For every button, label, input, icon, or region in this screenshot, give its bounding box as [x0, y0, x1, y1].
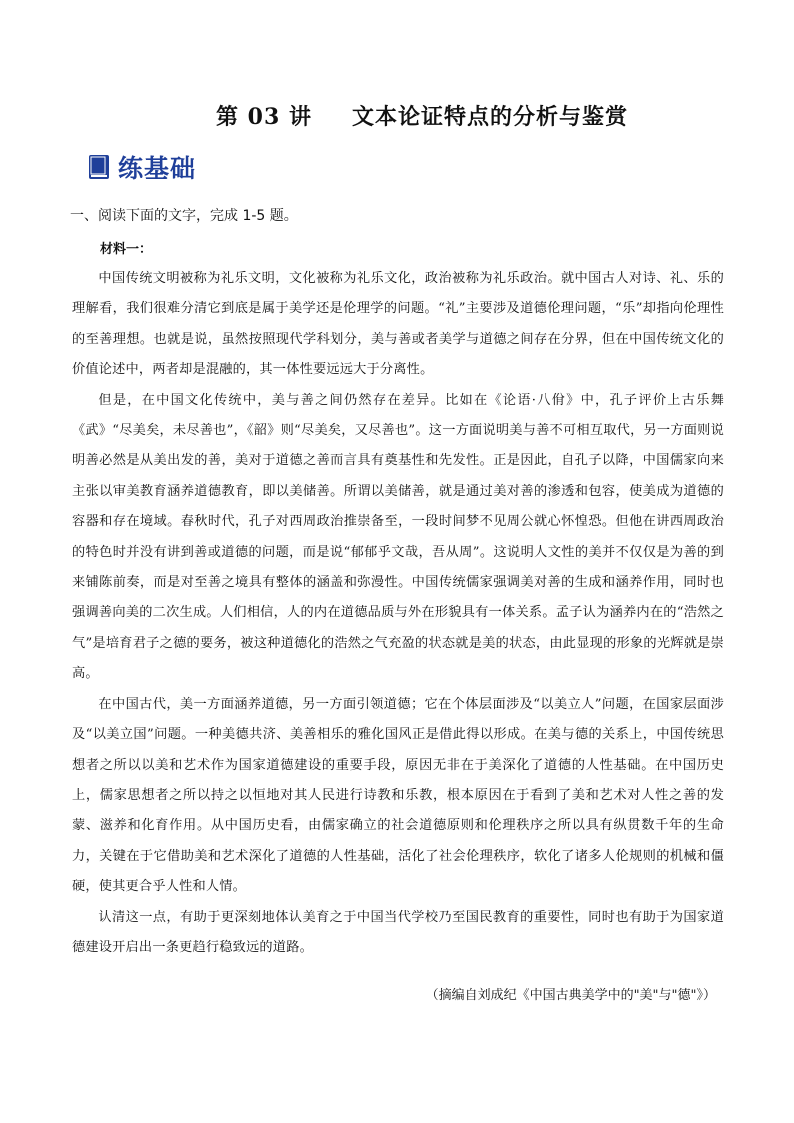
page-title	[0, 100, 794, 131]
question-prompt: 一、阅读下面的文字，完成 1-5 题。	[70, 208, 298, 224]
paragraph: 认清这一点，有助于更深刻地体认美育之于中国当代学校乃至国民教育的重要性，同时也有助于为国家道德建设开启出一条更趋行稳致远的道路。	[72, 909, 724, 955]
lecture-topic: 文本论证特点的分析与鉴赏	[351, 104, 628, 130]
paragraph: 但是，在中国文化传统中，美与善之间仍然存在差异。比如在《论语·八佾》中，孔子评价上古乐舞《武》“尽美矣，未尽善也”，《韶》则“尽美矣，又尽善也”。这一方面说明美与善不可相互取代，另一方面则说明善必然是从美出发的善，美对于道德之善而言具有奠基性和先发性。正是因此，自孔子以降，中国儒家向来主张以审美教育涵养道德教育，即以美储善。所谓以美储善，就是通过美对善的渗透和包容，使美成为道德的容器和存在境域。春秋时代，孔子对西周政治推崇备至，一段时间梦不见周公就心怀惶恐。但他在讲西周政治的特色时并没有讲到善或道德的问题，而是说“郁郁乎文哉，吾从周”。这说明人文性的美并不仅仅是为善的到来铺陈前奏，而是对至善之境具有整体的涵盖和弥漫性。中国传统儒家强调美对善的生成和涵养作用，同时也强调善向美的二次生成。人们相信，人的内在道德品质与外在形貌具有一体关系。孟子认为涵养内在的“浩然之气”是培育君子之德的要务，被这种道德化的浩然之气充盈的状态就是美的状态，由此显现的形象的光辉就是崇高。	[72, 392, 724, 682]
material-label: 材料一：	[100, 242, 153, 257]
paragraph: 中国传统文明被称为礼乐文明，文化被称为礼乐文化，政治被称为礼乐政治。就中国古人对诗、礼、乐的理解看，我们很难分清它到底是属于美学还是伦理学的问题。“礼”主要涉及道德伦理问题，“乐”却指向伦理性的至善理想。也就是说，虽然按照现代学科划分，美与善或者美学与道德之间存在分界，但在中国传统文化的价值论述中，两者却是混融的，其一体性要远远大于分离性。	[72, 271, 724, 378]
section-label: 练基础	[118, 154, 197, 183]
lecture-number: 第 03 讲	[216, 104, 312, 130]
source-citation: （摘编自刘成纪《中国古典美学中的"美"与"德"》）	[425, 988, 716, 1003]
section-header	[88, 150, 196, 184]
article-body	[72, 264, 724, 963]
book-icon	[88, 154, 110, 180]
paragraph: 在中国古代，美一方面涵养道德，另一方面引领道德；它在个体层面涉及“以美立人”问题，在国家层面涉及“以美立国”问题。一种美德共济、美善相乐的雅化国风正是借此得以形成。在美与德的关系上，中国传统思想者之所以以美和艺术作为国家道德建设的重要手段，原因无非在于美深化了道德的人性基础。在中国历史上，儒家思想者之所以持之以恒地对其人民进行诗教和乐教，根本原因在于看到了美和艺术对人性之善的发蒙、滋养和化育作用。从中国历史看，由儒家确立的社会道德原则和伦理秩序之所以具有纵贯数千年的生命力，关键在于它借助美和艺术深化了道德的人性基础，活化了社会伦理秩序，软化了诸多人伦规则的机械和僵硬，使其更合乎人性和人情。	[72, 696, 724, 895]
